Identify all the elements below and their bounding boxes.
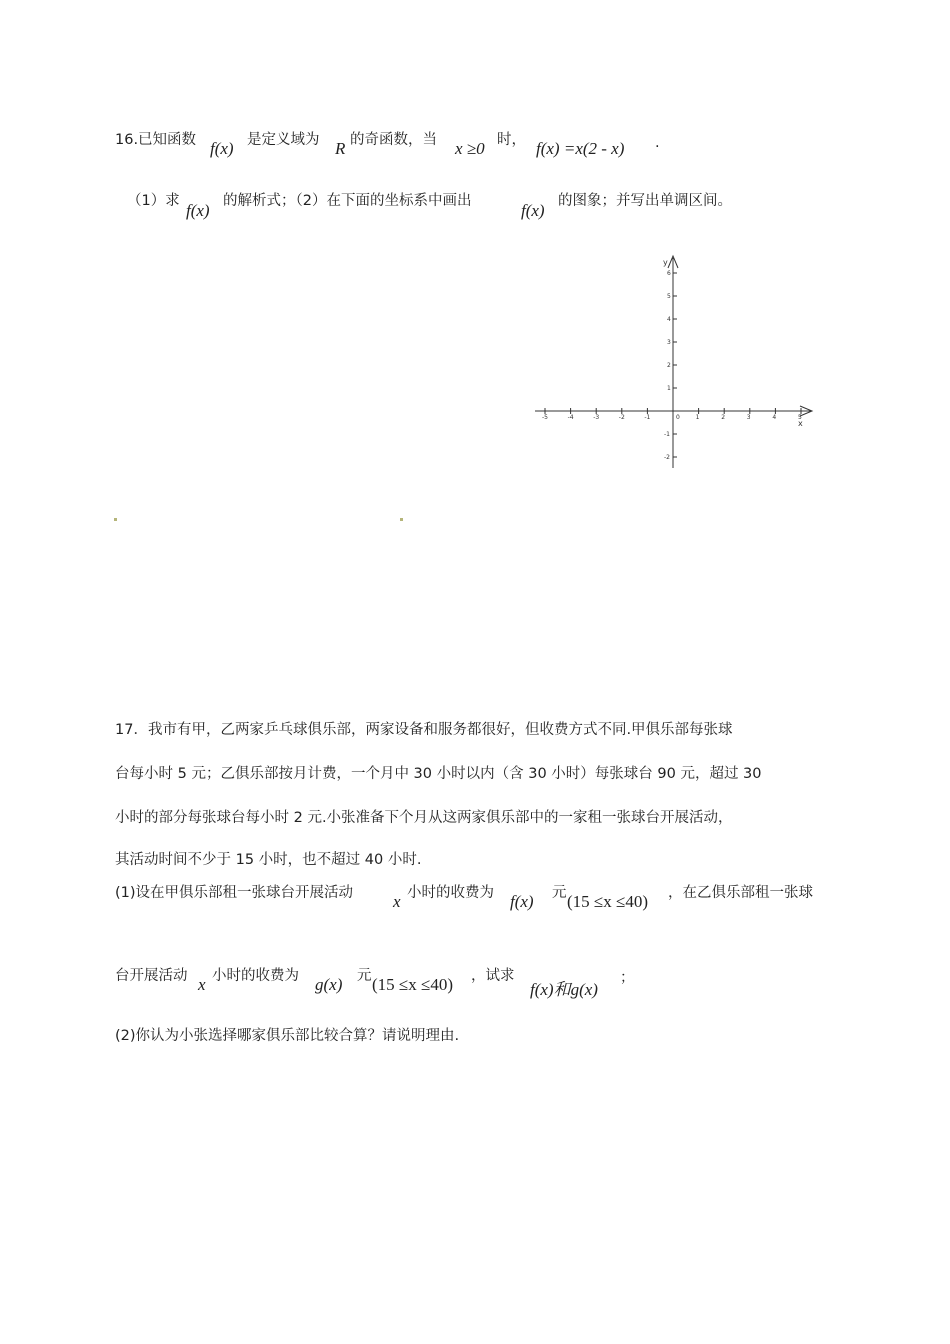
y-tick-label: -2	[664, 454, 670, 461]
q17-p2-x: x	[198, 975, 206, 994]
q16-text-3: 的奇函数，当	[350, 132, 437, 148]
q16-condition: x ≥0	[455, 139, 485, 158]
q17-p1-text-c: 元	[552, 885, 567, 901]
q17-p2-text-e: ；	[620, 970, 635, 986]
x-tick-label: 3	[746, 414, 751, 421]
q16-period: .	[655, 135, 660, 151]
q17-line-2: 台每小时 5 元；乙俱乐部按月计费，一个月中 30 小时以内（含 30 小时）每张球台 90 元，超过 30	[115, 766, 762, 782]
q17-p1-text-d: ，在乙俱乐部租一张球	[668, 885, 813, 901]
x-tick-label: -4	[567, 414, 574, 421]
q17-p1-range: (15 ≤x ≤40)	[567, 892, 648, 911]
y-tick-label: 3	[667, 339, 671, 346]
q16-fx: f(x)	[210, 139, 234, 158]
q17-p1-text-b: 小时的收费为	[407, 885, 494, 901]
x-tick-label: -5	[542, 414, 548, 421]
x-tick-label: 2	[721, 414, 726, 421]
stray-mark-right	[400, 518, 403, 521]
x-tick-label: 4	[772, 414, 777, 421]
q17-p2-functions: f(x)和g(x)	[530, 980, 598, 999]
y-tick-label: 5	[667, 293, 671, 300]
x-tick-label: 0	[676, 414, 680, 421]
q17-p2-gx: g(x)	[315, 975, 343, 994]
q16-text-2: 是定义域为	[247, 132, 320, 148]
q16-sub1-c: 的图象；并写出单调区间。	[558, 193, 732, 209]
q16-definition: f(x) =x(2 - x)	[536, 139, 625, 158]
q16-sub1-a: （1）求	[127, 193, 180, 209]
y-tick-label: 4	[667, 316, 671, 323]
q17-part2: (2)你认为小张选择哪家俱乐部比较合算？请说明理由.	[115, 1028, 460, 1044]
q17-stem	[115, 718, 845, 868]
y-tick-label: 2	[667, 362, 671, 369]
x-tick-label: 1	[695, 414, 700, 421]
stray-mark-left	[114, 518, 117, 521]
q17-line-1: 17．我市有甲，乙两家乒乓球俱乐部，两家设备和服务都很好，但收费方式不同.甲俱乐部每张球	[115, 722, 733, 738]
q17-p1-x: x	[393, 892, 401, 911]
q16-number-text: 16.已知函数	[115, 132, 197, 148]
y-tick-label: 6	[667, 270, 671, 277]
x-tick-label: -1	[644, 414, 651, 421]
q17-p2-text-b: 小时的收费为	[212, 968, 299, 984]
q16-sub1-fx: f(x)	[186, 201, 210, 220]
x-tick-label: 5	[798, 414, 802, 421]
q17-line-3: 小时的部分每张球台每小时 2 元.小张准备下个月从这两家俱乐部中的一家租一张球台开展活动，	[115, 810, 733, 826]
x-axis-label: x	[798, 419, 803, 428]
q16-sub1-b: 的解析式；（2）在下面的坐标系中画出	[223, 193, 472, 209]
x-tick-label: -2	[618, 414, 625, 421]
y-tick-label: 1	[667, 385, 671, 392]
q16-text-4: 时，	[497, 132, 526, 148]
coordinate-axes	[530, 250, 830, 480]
q17-p1-text-a: (1)设在甲俱乐部租一张球台开展活动	[115, 885, 354, 901]
q17-p2-range: (15 ≤x ≤40)	[372, 975, 453, 994]
q17-p2-text-d: ，试求	[471, 968, 515, 984]
q16-sub1-fx2: f(x)	[521, 201, 545, 220]
x-tick-label: -3	[593, 414, 600, 421]
y-axis-label: y	[663, 258, 668, 267]
y-tick-label: -1	[664, 431, 670, 438]
q17-p2-text-c: 元	[357, 968, 372, 984]
q17-p2-text-a: 台开展活动	[115, 968, 188, 984]
q16-R: R	[335, 139, 346, 158]
q17-p1-fx: f(x)	[510, 892, 534, 911]
q17-line-4: 其活动时间不少于 15 小时，也不超过 40 小时.	[115, 852, 422, 868]
